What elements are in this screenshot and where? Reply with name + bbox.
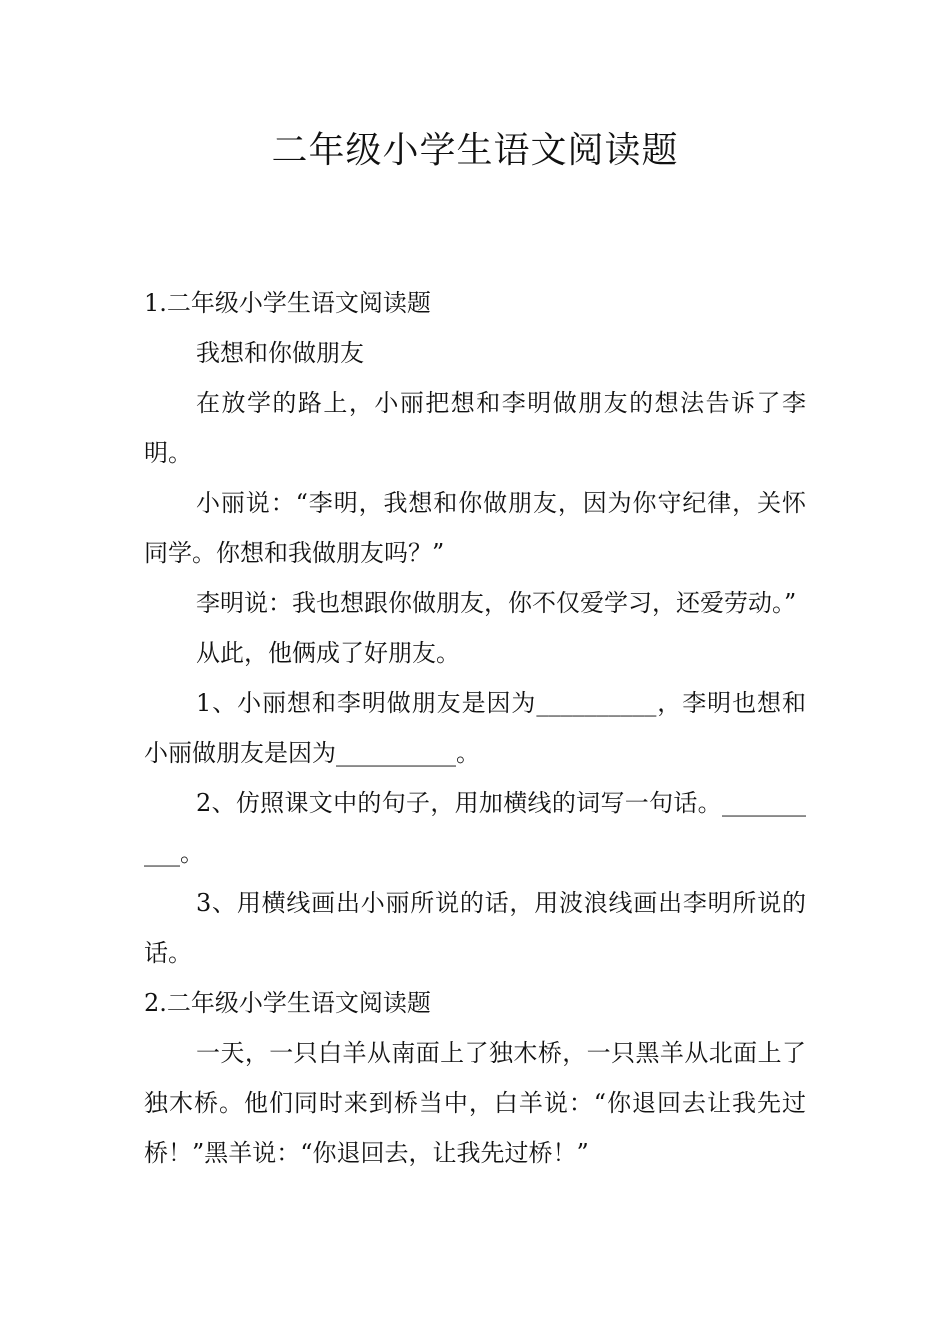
question-item: 1、小丽想和李明做朋友是因为__________，李明也想和小丽做朋友是因为__________。: [144, 689, 806, 767]
section-heading: 1.二年级小学生语文阅读题: [144, 289, 431, 317]
passage-title: 我想和你做朋友: [196, 339, 364, 367]
document-title: 二年级小学生语文阅读题: [271, 130, 679, 171]
document-body: [144, 278, 806, 1178]
passage-paragraph: 从此，他俩成了好朋友。: [196, 639, 460, 667]
passage-paragraph: 李明说：我也想跟你做朋友，你不仅爱学习，还爱劳动。”: [196, 589, 797, 617]
question-item: 3、用横线画出小丽所说的话，用波浪线画出李明所说的话。: [144, 889, 806, 967]
question-item: 2、仿照课文中的句子，用加横线的词写一句话。__________。: [144, 789, 806, 867]
passage-paragraph: 小丽说：“李明，我想和你做朋友，因为你守纪律，关怀同学。你想和我做朋友吗？”: [144, 489, 806, 567]
passage-paragraph: 一天，一只白羊从南面上了独木桥，一只黑羊从北面上了独木桥。他们同时来到桥当中，白羊说：“你退回去让我先过桥！”黑羊说：“你退回去，让我先过桥！”: [144, 1039, 806, 1167]
section-heading: 2.二年级小学生语文阅读题: [144, 989, 431, 1017]
passage-paragraph: 在放学的路上，小丽把想和李明做朋友的想法告诉了李明。: [144, 389, 806, 467]
